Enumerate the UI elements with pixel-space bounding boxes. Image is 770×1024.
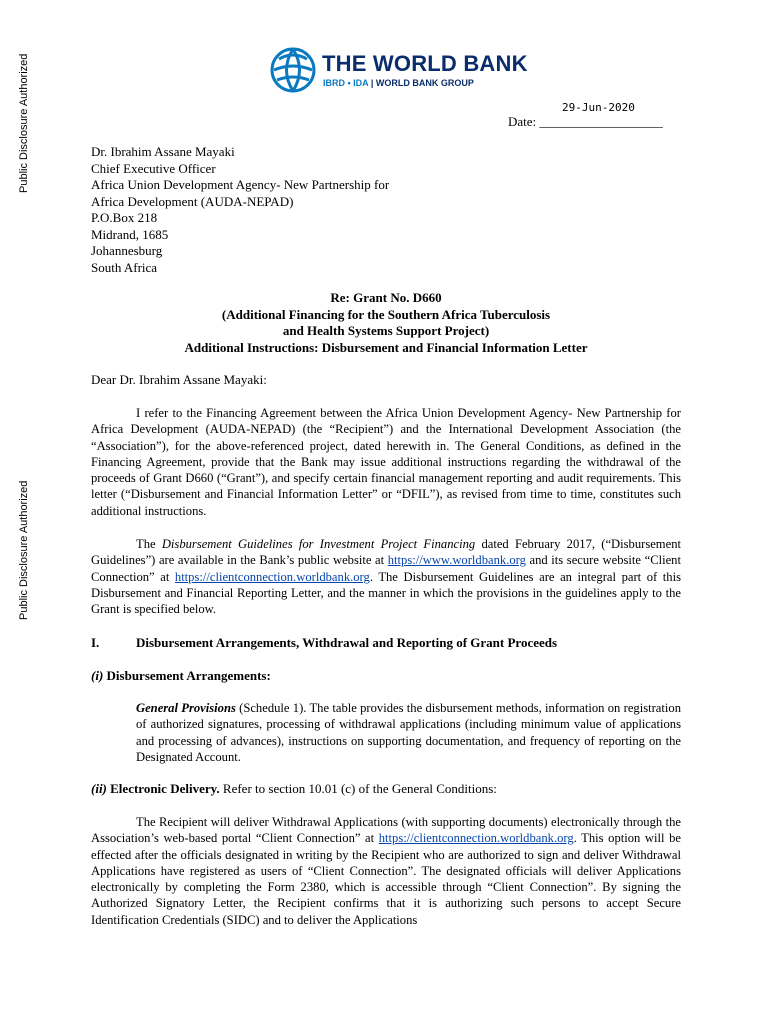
subject-line: Additional Instructions: Disbursement and Financial Information Letter [184, 339, 588, 355]
section-heading: I. Disbursement Arrangements, Withdrawal and Reporting of Grant Proceeds [91, 635, 558, 650]
electronic-delivery-paragraph: The Recipient will deliver Withdrawal Applications (with supporting documents) electronically through the Association’s web-based portal “Client Connection” at https://clientconnection.worldbank.org. This option will be effected after the officials designated in writing by the Recipient who are authorized to sign and deliver Withdrawal Applications have registered as users of “Client Connection”. The designated officials will deliver Applications electronically by completing the Form 2380, which is accessible through “Client Connection”. By signing the Authorized Signatory Letter, the Recipient confirms that it is authorizing such persons to accept Secure Identification Credentials (SIDC) and to deliver the Applications [91, 815, 681, 927]
client-connection-link[interactable]: https://clientconnection.worldbank.org [174, 569, 370, 584]
logo-title: THE WORLD BANK [322, 51, 528, 76]
address-line: Dr. Ibrahim Assane Mayaki [91, 144, 235, 159]
salutation: Dear Dr. Ibrahim Assane Mayaki: [91, 372, 267, 387]
address-line: Africa Union Development Agency- New Partnership for [91, 177, 390, 192]
world-bank-logo [270, 47, 528, 95]
worldbank-link[interactable]: https://www.worldbank.org [387, 553, 526, 568]
guidelines-title: Disbursement Guidelines for Investment Project Financing [161, 537, 476, 551]
date-label: Date: ___________________ [508, 114, 663, 129]
subject-block [91, 290, 681, 356]
address-line: Chief Executive Officer [91, 160, 216, 176]
address-line: Johannesburg [91, 243, 163, 258]
address-line: Africa Development (AUDA-NEPAD) [91, 193, 294, 209]
logo-subtitle: IBRD • IDA | WORLD BANK GROUP [323, 78, 474, 88]
subheading-disbursement-arrangements: (i) Disbursement Arrangements: [91, 668, 271, 683]
address-line: Midrand, 1685 [91, 226, 169, 242]
subject-line: and Health Systems Support Project) [282, 323, 490, 338]
date-stamp: 29-Jun-2020 [562, 101, 635, 114]
guidelines-paragraph: The Disbursement Guidelines for Investment Project Financing dated February 2017, (“Disbursement Guidelines”) are available in the Bank’s public website at https://www.worldbank.org and its secure website “Client Connection” at https://clientconnection.worldbank.org. The Disbursement Guidelines are an integral part of this Disbursement and Financial Reporting Letter, and the manner in which the provisions in the guidelines apply to the Grant is specified below. [91, 537, 681, 617]
subject-line: Re: Grant No. D660 [330, 290, 442, 305]
electronic-delivery-heading: (ii) Electronic Delivery. Refer to section 10.01 (c) of the General Conditions: [91, 781, 497, 796]
globe-icon [270, 47, 316, 93]
subject-line: (Additional Financing for the Southern Africa Tuberculosis [221, 306, 551, 322]
address-line: South Africa [91, 259, 158, 275]
general-provisions-paragraph: General Provisions (Schedule 1). The table provides the disbursement methods, information on registration of authorized signatures, processing of withdrawal applications (including minimum value of applications and processing of advances), instructions on supporting documentation, and frequency of reporting on the Designated Account. [136, 701, 681, 764]
intro-paragraph: I refer to the Financing Agreement between the Africa Union Development Agency- New Partnership for Africa Development (AUDA-NEPAD) (the “Recipient”) and the International Development Association (the “Association”), for the above-referenced project, dated herewith in. The General Conditions, as defined in the Financing Agreement, provide that the Bank may issue additional instructions regarding the withdrawal of the proceeds of Grant D660 (“Grant”), and specify certain financial management reporting and audit requirements. This letter (“Disbursement and Financial Information Letter” or “DFIL”), as revised from time to time, constitutes such additional instructions. [91, 406, 681, 518]
client-connection-link[interactable]: https://clientconnection.worldbank.org [378, 831, 574, 846]
recipient-address [91, 144, 389, 276]
disclosure-stamp-bottom: Public Disclosure Authorized [18, 480, 30, 620]
disclosure-stamp-top: Public Disclosure Authorized [18, 53, 30, 193]
address-line: P.O.Box 218 [91, 210, 158, 225]
